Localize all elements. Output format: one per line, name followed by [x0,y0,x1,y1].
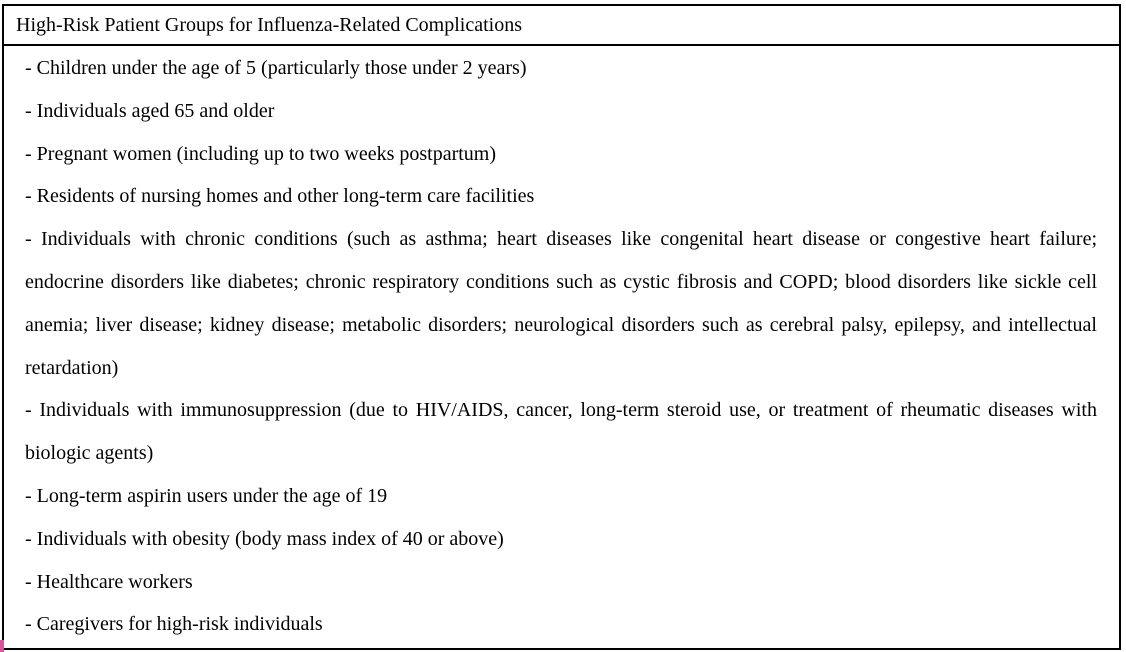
list-item: - Individuals with chronic conditions (such as asthma; heart diseases like congenital heart disease or congestive heart failure; endocrine disorders like diabetes; chronic respiratory conditions such as cystic fibrosis and COPD; blood disorders like sickle cell anemia; liver disease; kidney disease; metabolic disorders; neurological disorders such as cerebral palsy, epilepsy, and intellectual retardation) [25,228,1097,379]
list-item: - Children under the age of 5 (particularly those under 2 years) [25,57,527,79]
table-body-cell [4,46,1119,648]
list-item: - Residents of nursing homes and other long-term care facilities [25,185,535,208]
table-header: High-Risk Patient Groups for Influenza-Related Complications [4,6,1119,46]
list-item: - Long-term aspirin users under the age of 19 [25,484,388,507]
list-item: - Individuals aged 65 and older [25,99,275,122]
list-item: - Pregnant women (including up to two weeks postpartum) [25,142,497,165]
list-item: - Healthcare workers [25,570,193,593]
list-item: - Individuals with obesity (body mass index of 40 or above) [25,527,504,550]
list-item: - Caregivers for high-risk individuals [25,613,323,636]
list-item: - Individuals with immunosuppression (due to HIV/AIDS, cancer, long-term steroid use, or treatment of rheumatic diseases with biologic agents) [25,399,1097,465]
text-cursor [0,640,4,652]
high-risk-groups-table [2,4,1121,650]
